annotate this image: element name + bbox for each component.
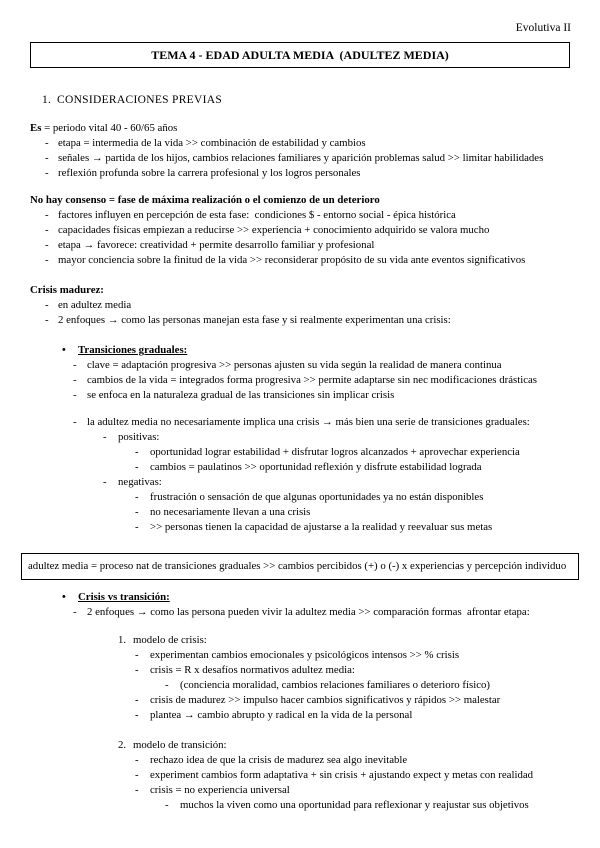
dash-marker [103,430,118,445]
list-item: - 2 enfoques → como las persona pueden vivir la adultez media >> comparación formas afrontar etapa: [30,605,586,620]
block-crisis-vs [30,590,586,620]
list-item: - factores influyen en percepción de esta fase: condiciones $ - entorno social - épica histórica [30,208,586,223]
dash-marker [135,708,150,723]
list-item: - >> personas tienen la capacidad de ajustarse a la realidad y reevaluar sus metas [30,520,586,535]
section-title: CONSIDERACIONES PREVIAS [57,94,223,106]
block-modelo-crisis [30,633,586,723]
list-item: - señales → partida de los hijos, cambios relaciones familiares y aparición problemas salud >> limitar habilidades [30,151,586,166]
list-item: - rechazo idea de que la crisis de madurez sea algo inevitable [30,753,586,768]
dash-marker [45,238,58,253]
item-number: 1. [118,634,127,646]
block-crisis-madurez [30,283,586,328]
dash-marker [135,768,150,783]
summary-box: adultez media = proceso nat de transiciones graduales >> cambios percibidos (+) o (-) x experiencias y percepción individuo [21,553,579,580]
list-item: - frustración o sensación de que algunas oportunidades ya no están disponibles [30,490,586,505]
dash-marker [135,753,150,768]
list-item: - etapa = intermedia de la vida >> combinación de estabilidad y cambios [30,136,586,151]
list-item: - crisis = no experiencia universal [30,783,586,798]
dash-marker [103,475,118,490]
dash-marker [73,358,87,373]
dash-marker [135,693,150,708]
list-item: - muchos la viven como una oportunidad para reflexionar y reajustar sus objetivos [30,798,586,813]
block-modelo-transicion [30,738,586,813]
document-body [0,93,600,535]
list-item: - cambios = paulatinos >> oportunidad reflexión y disfrute estabilidad lograda [30,460,586,475]
bullet-heading: • Crisis vs transición: [30,590,586,605]
dash-marker [45,151,58,166]
bullet-icon [62,343,78,358]
list-item: - experiment cambios form adaptativa + sin crisis + ajustando expect y metas con realidad [30,768,586,783]
dash-marker [135,460,150,475]
bullet-icon [62,590,78,605]
list-item: - en adultez media [30,298,586,313]
paragraph-lead [30,121,586,136]
block-transiciones-2 [30,415,586,535]
dash-marker [135,445,150,460]
block-consenso [30,193,586,268]
list-item: - cambios de la vida = integrados forma progresiva >> permite adaptarse sin nec modificaciones drásticas [30,373,586,388]
dash-marker [73,388,87,403]
block-transiciones [30,343,586,403]
list-item: - clave = adaptación progresiva >> personas ajusten su vida según la realidad de manera continua [30,358,586,373]
list-item: - mayor conciencia sobre la finitud de la vida >> reconsiderar propósito de su vida ante eventos significativos [30,253,586,268]
block-heading: No hay consenso = fase de máxima realización o el comienzo de un deterioro [30,194,380,206]
list-item: - (conciencia moralidad, cambios relaciones familiares o deterioro físico) [30,678,586,693]
list-item: - negativas: [30,475,586,490]
dash-marker [135,663,150,678]
lead-rest: = periodo vital 40 - 60/65 años [41,122,178,134]
dash-marker [45,253,58,268]
course-label: Evolutiva II [515,22,571,34]
list-item: - oportunidad lograr estabilidad + disfrutar logros alcanzados + aprovechar experiencia [30,445,586,460]
dash-marker [45,223,58,238]
list-item: - plantea → cambio abrupto y radical en la vida de la personal [30,708,586,723]
list-item: - experimentan cambios emocionales y psicológicos intensos >> % crisis [30,648,586,663]
dash-marker [135,490,150,505]
list-item: - etapa → favorece: creatividad + permite desarrollo familiar y profesional [30,238,586,253]
dash-marker [73,605,87,620]
dash-marker [73,373,87,388]
item-number: 2. [118,739,127,751]
dash-marker [135,783,150,798]
block-es [30,121,586,181]
numbered-item: 1. modelo de crisis: [118,634,207,646]
section-heading [30,93,586,108]
list-item: - capacidades físicas empiezan a reducirse >> experiencia + conocimiento adquirido se valora mucho [30,223,586,238]
section-number: 1. [42,94,52,106]
dash-marker [135,505,150,520]
lead-bold: Es [30,122,42,134]
list-item: - crisis de madurez >> impulso hacer cambios significativos y rápidos >> malestar [30,693,586,708]
dash-marker [135,520,150,535]
numbered-item: 2. modelo de transición: [118,739,227,751]
block-heading: Crisis madurez: [30,284,104,296]
list-item: - no necesariamente llevan a una crisis [30,505,586,520]
dash-marker [45,166,58,181]
list-item: - reflexión profunda sobre la carrera profesional y los logros personales [30,166,586,181]
list-item: - se enfoca en la naturaleza gradual de las transiciones sin implicar crisis [30,388,586,403]
dash-marker [45,136,58,151]
list-item: - crisis = R x desafíos normativos adultez media: [30,663,586,678]
list-item: - positivas: [30,430,586,445]
dash-marker [45,298,58,313]
list-item: - 2 enfoques → como las personas manejan esta fase y si realmente experimentan una crisis: [30,313,586,328]
dash-marker [165,678,180,693]
dash-marker [45,313,58,328]
dash-marker [135,648,150,663]
document-body-2 [0,590,600,813]
dash-marker [45,208,58,223]
bullet-heading: • Transiciones graduales: [30,343,586,358]
list-item: - la adultez media no necesariamente implica una crisis → más bien una serie de transiciones graduales: [30,415,586,430]
dash-marker [73,415,87,430]
dash-marker [165,798,180,813]
document-title: TEMA 4 - EDAD ADULTA MEDIA (ADULTEZ MEDIA) [30,42,570,68]
